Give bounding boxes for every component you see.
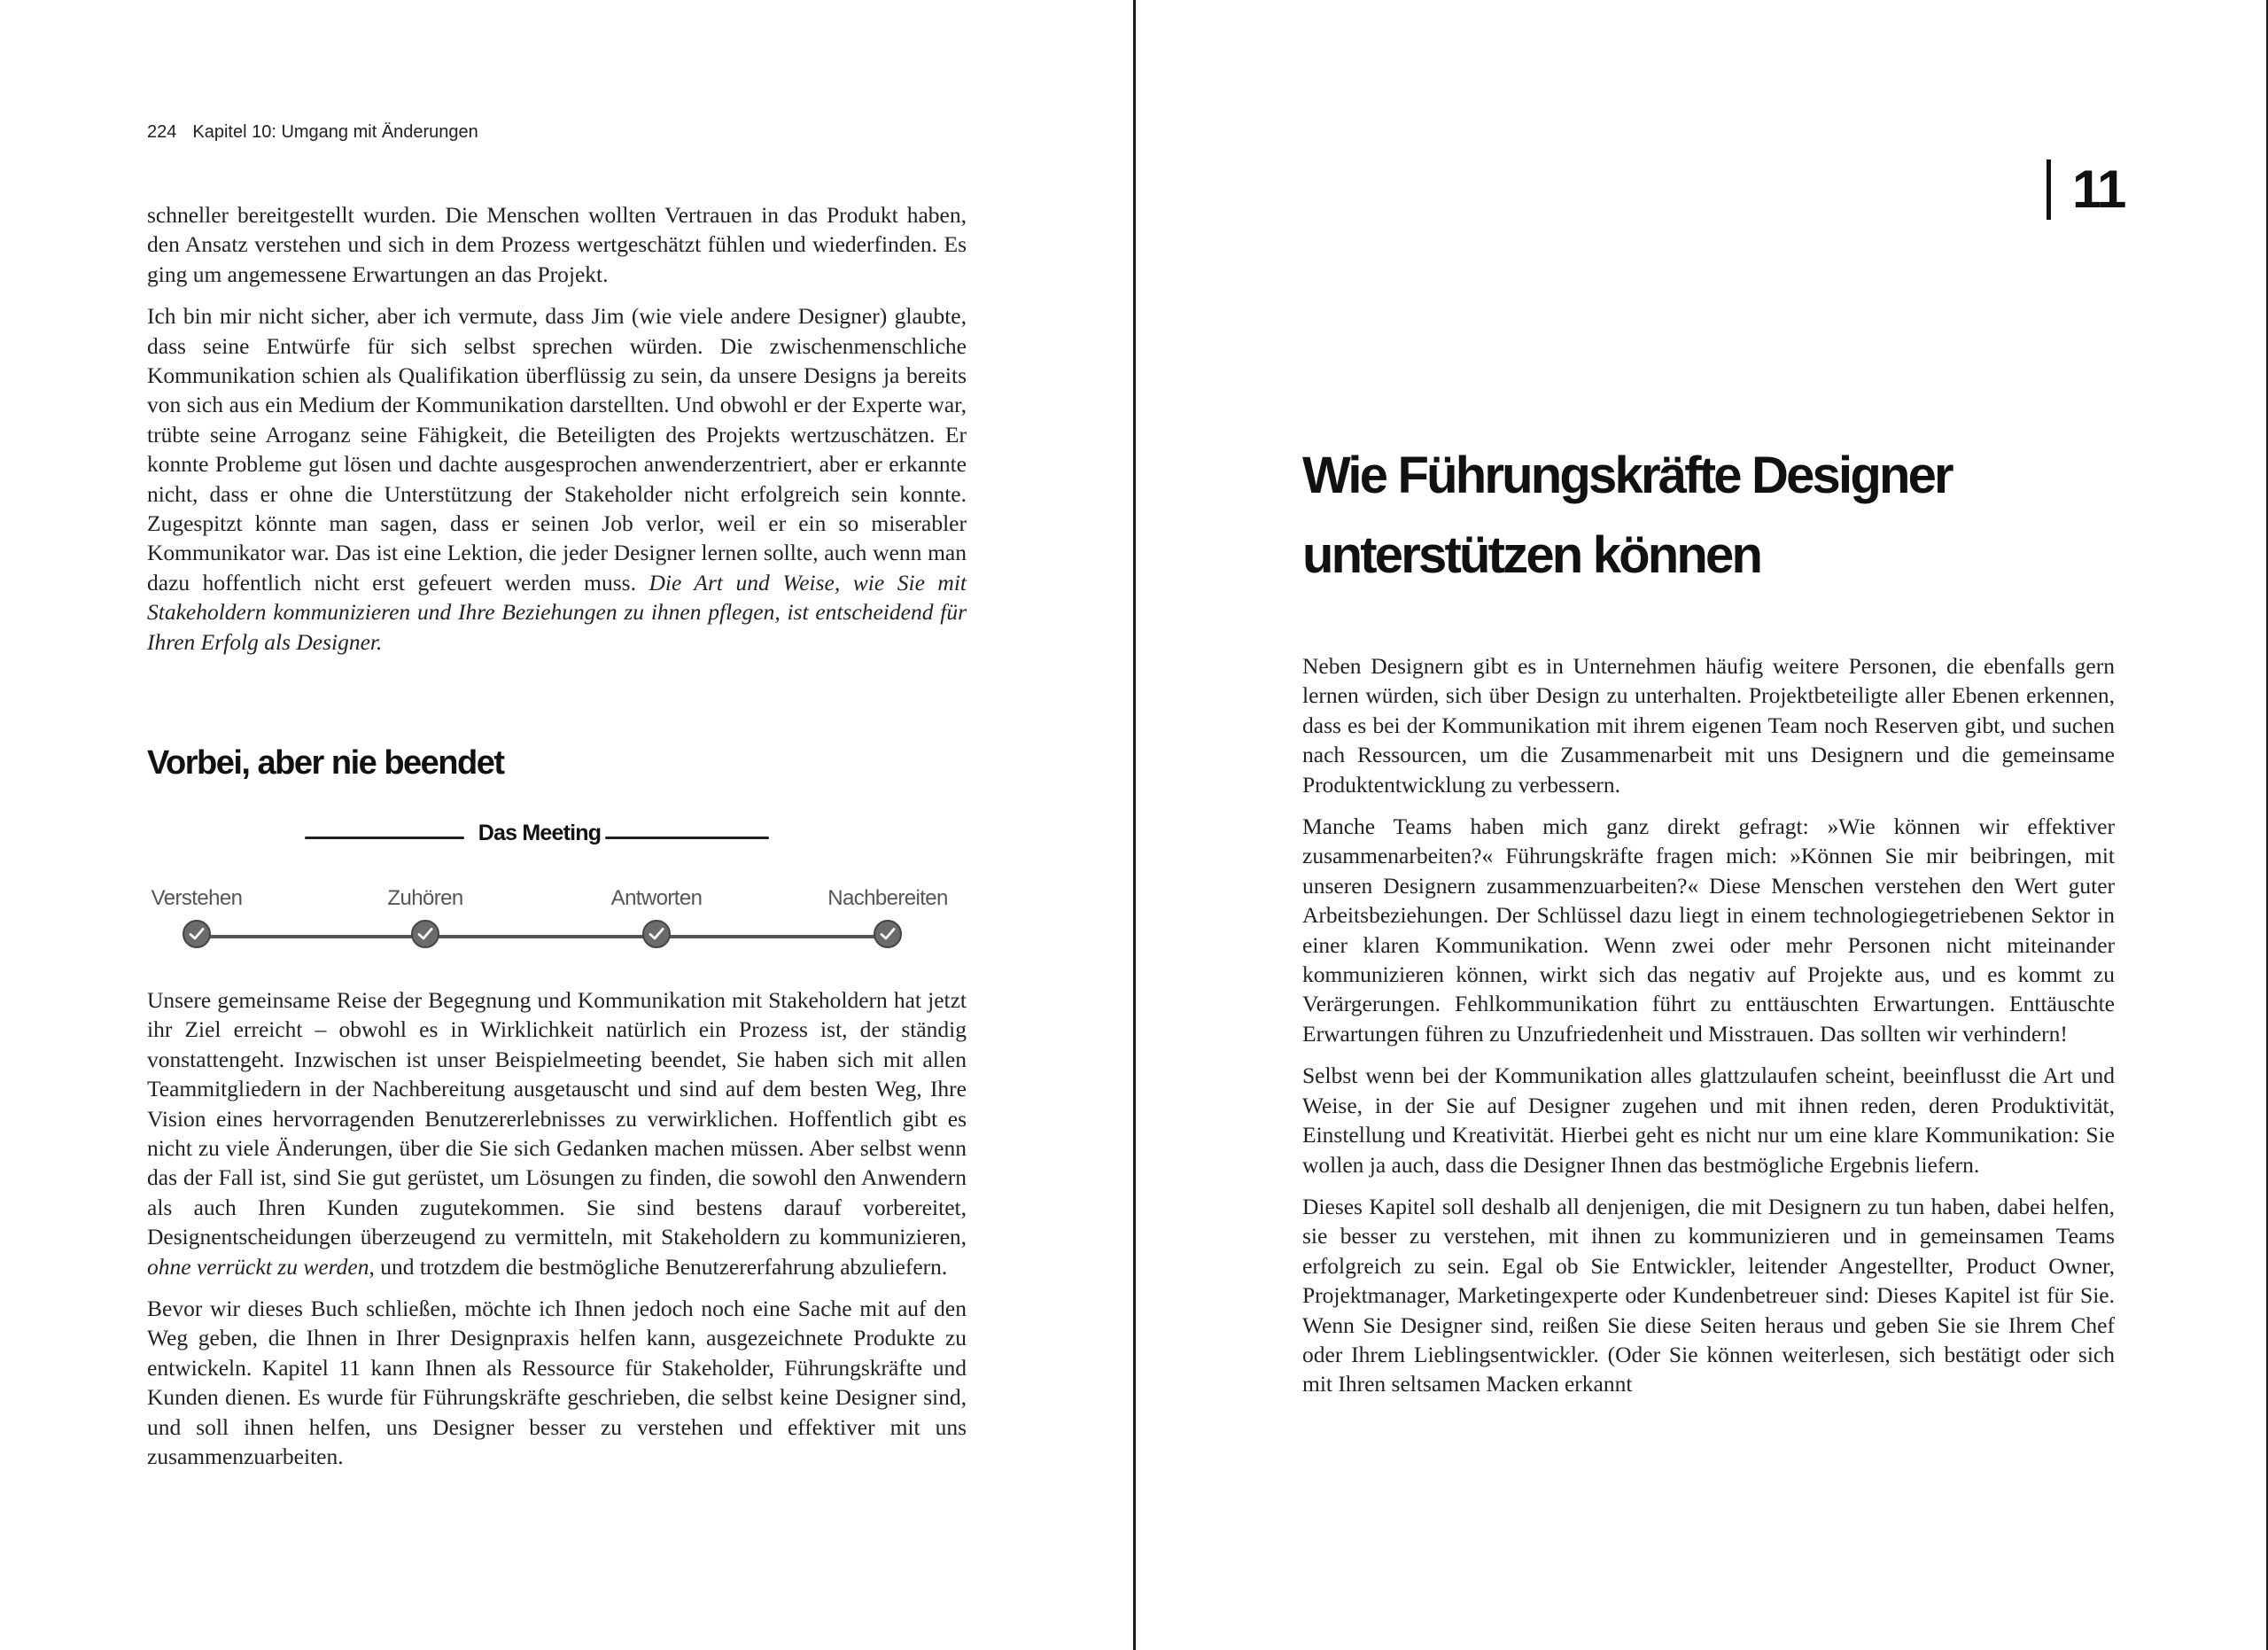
chapter-number: 11: [2047, 160, 2124, 220]
checkmark-icon: [183, 920, 211, 948]
meeting-title-row: [305, 815, 769, 860]
paragraph: [147, 985, 967, 1281]
step-zuhoeren: [337, 886, 514, 911]
step-nachbereiten: [799, 886, 976, 911]
paragraph: Selbst wenn bei der Kommunikation alles glattzulaufen scheint, beeinflusst die Art und Weise, in der Sie auf Designer zugehen und mit ihnen reden, deren Produktivität, Einstellung und Kreativität. Hierbei geht es nicht nur um eine klare Kommunikation: Sie wollen ja auch, dass die Designer Ihnen das bestmögliche Ergebnis liefern.: [1302, 1062, 2115, 1178]
paragraph: Neben Designern gibt es in Unternehmen häufig weitere Personen, die ebenfalls gern lernen würden, sich über Design zu unterhalten. Projektbeteiligte aller Ebenen erkennen, dass es bei der Kommunikation mit ihrem eigenen Team noch Reserven gibt, und suchen nach Ressourcen, um die Zusammenarbeit mit uns Designern und die gemeinsame Produktentwicklung zu verbessern.: [1302, 653, 2115, 798]
paragraph-text: Ich bin mir nicht sicher, aber ich vermute, dass Jim (wie viele andere Designer) glaubte, dass seine Entwürfe für sich selbst sprechen würden. Die zwischenmenschliche Kommunikation schien als Qualifikation überflüssig zu sein, da unsere Designs ja bereits von sich aus ein Medium der Kommunikation darstellten. Und obwohl er der Experte war, trübte seine Arroganz seine Fähigkeit, die Beteiligten des Projekts wertzuschätzen. Er konnte Probleme gut lösen und dachte ausgesprochen anwenderzentriert, aber er erkannte nicht, dass er ohne die Unterstützung der Stakeholder nicht erfolgreich sein konnte. Zugespitzt könnte man sagen, dass er seinen Job verlor, weil er ein so miserabler Kommunikator war. Das ist eine Lektion, die jeder Designer lernen sollte, auch wenn man dazu hoffentlich nicht erst gefeuert werden muss.: [147, 303, 967, 595]
intro-text: [147, 200, 967, 669]
checkmark-icon: [642, 920, 671, 948]
step-antworten: [568, 886, 745, 911]
meeting-diagram: [124, 815, 975, 966]
divider-line: [305, 837, 464, 839]
checkmark-icon: [411, 920, 439, 948]
paragraph: Dieses Kapitel soll deshalb all denjenigen, die mit Designern zu tun haben, dabei helfen, sie besser zu verstehen, mit ihnen zu kommunizieren und in gemeinsamen Teams erfolgreich zu sein. Egal ob Sie Entwickler, leitender Angestellter, Product Owner, Projektmanager, Marketingexperte oder Kundenbetreuer sind: Dieses Kapitel ist für Sie. Wenn Sie Designer sind, reißen Sie diese Seiten heraus und geben Sie sie Ihrem Chef oder Ihrem Lieblingsentwickler. (Oder Sie können weiterlesen, sich bestätigt oder sich mit Ihren seltsamen Macken erkannt: [1302, 1193, 2115, 1397]
paragraph-text: , und trotzdem die bestmögliche Benutzererfahrung abzuliefern.: [369, 1253, 948, 1280]
running-head-title: Kapitel 10: Umgang mit Änderungen: [192, 122, 478, 142]
paragraph: schneller bereitgestellt wurden. Die Menschen wollten Vertrauen in das Produkt haben, den Ansatz verstehen und sich in dem Prozess wertgeschätzt fühlen und wiederfinden. Es ging um angemessene Erwartungen an das Projekt.: [147, 202, 967, 287]
step-label: Antworten: [610, 886, 703, 910]
chapter-text: [1302, 651, 2115, 1412]
paragraph: [147, 301, 967, 657]
divider-line: [605, 837, 769, 839]
paragraph: Manche Teams haben mich ganz direkt gefragt: »Wie können wir effektiver zusammenarbeiten?« Führungskräfte fragen mich: »Können Sie mir beibringen, mit unseren Designern zusammenzuarbeiten?« Diese Menschen verstehen den Wert guter Arbeitsbeziehungen. Der Schlüssel dazu liegt in einem technologiegetriebenen Sektor in einer klaren Kommunikation. Wenn zwei oder mehr Personen nicht miteinander kommunizieren können, wirkt sich das negativ auf Projekte aus, und es kommt zu Verärgerungen. Fehlkommunikation führt zu enttäuschten Erwartungen. Enttäuschte Erwartungen führen zu Unzufriedenheit und Misstrauen. Das sollten wir verhindern!: [1302, 813, 2115, 1047]
emphasis-text: ohne verrückt zu werden: [147, 1253, 369, 1280]
checkmark-icon: [874, 920, 902, 948]
paragraph: Bevor wir dieses Buch schließen, möchte ich Ihnen jedoch noch eine Sache mit auf den Weg geben, die Ihnen in Ihrer Designpraxis helfen kann, ausgezeichnete Produkte zu entwickeln. Kapitel 11 kann Ihnen als Ressource für Stakeholder, Führungskräfte und Kunden dienen. Es wurde für Führungskräfte geschrieben, die selbst keine Designer sind, und soll ihnen helfen, uns Designer besser zu verstehen und effektiver mit uns zusammenzuarbeiten.: [147, 1296, 967, 1470]
body-text: [147, 985, 967, 1484]
paragraph-text: Unsere gemeinsame Reise der Begegnung und Kommunikation mit Stakeholdern hat jetzt ihr Ziel erreicht – obwohl es in Wirklichkeit natürlich ein Prozess ist, der ständig vonstattengeht. Inzwischen ist unser Beispielmeeting beendet, Sie haben sich mit allen Teammitgliedern in der Nachbereitung ausgetauscht und sind auf dem besten Weg, Ihre Vision eines hervorragenden Benutzererlebnisses zu verwirklichen. Hoffentlich gibt es nicht zu viele Änderungen, über die Sie sich Gedanken machen müssen. Aber selbst wenn das der Fall ist, sind Sie gut gerüstet, um Lösungen zu finden, die sowohl den Anwendern als auch Ihren Kunden zugutekommen. Sie sind bestens darauf vorbereitet, Designentscheidungen überzeugend zu vermitteln, mit Stakeholdern zu kommunizieren,: [147, 987, 967, 1250]
step-label: Zuhören: [387, 886, 463, 910]
step-verstehen: [108, 886, 285, 911]
meeting-title: Das Meeting: [478, 821, 602, 845]
left-page: [0, 0, 1133, 1650]
running-head: [147, 122, 478, 143]
right-page: [1136, 0, 2268, 1650]
timeline-line: [197, 935, 889, 938]
step-label: Verstehen: [151, 886, 243, 910]
page-number: 224: [147, 122, 177, 142]
chapter-title: Wie Führungskräfte Designer unterstützen können: [1302, 447, 1952, 584]
section-heading: Vorbei, aber nie beendet: [147, 744, 504, 782]
emphasis-text: Die Art und Weise, wie Sie mit Stakeholdern kommunizieren und Ihre Beziehungen zu ihnen pflegen, ist entscheidend für Ihren Erfolg als Designer.: [147, 569, 967, 655]
step-label: Nachbereiten: [827, 886, 948, 910]
